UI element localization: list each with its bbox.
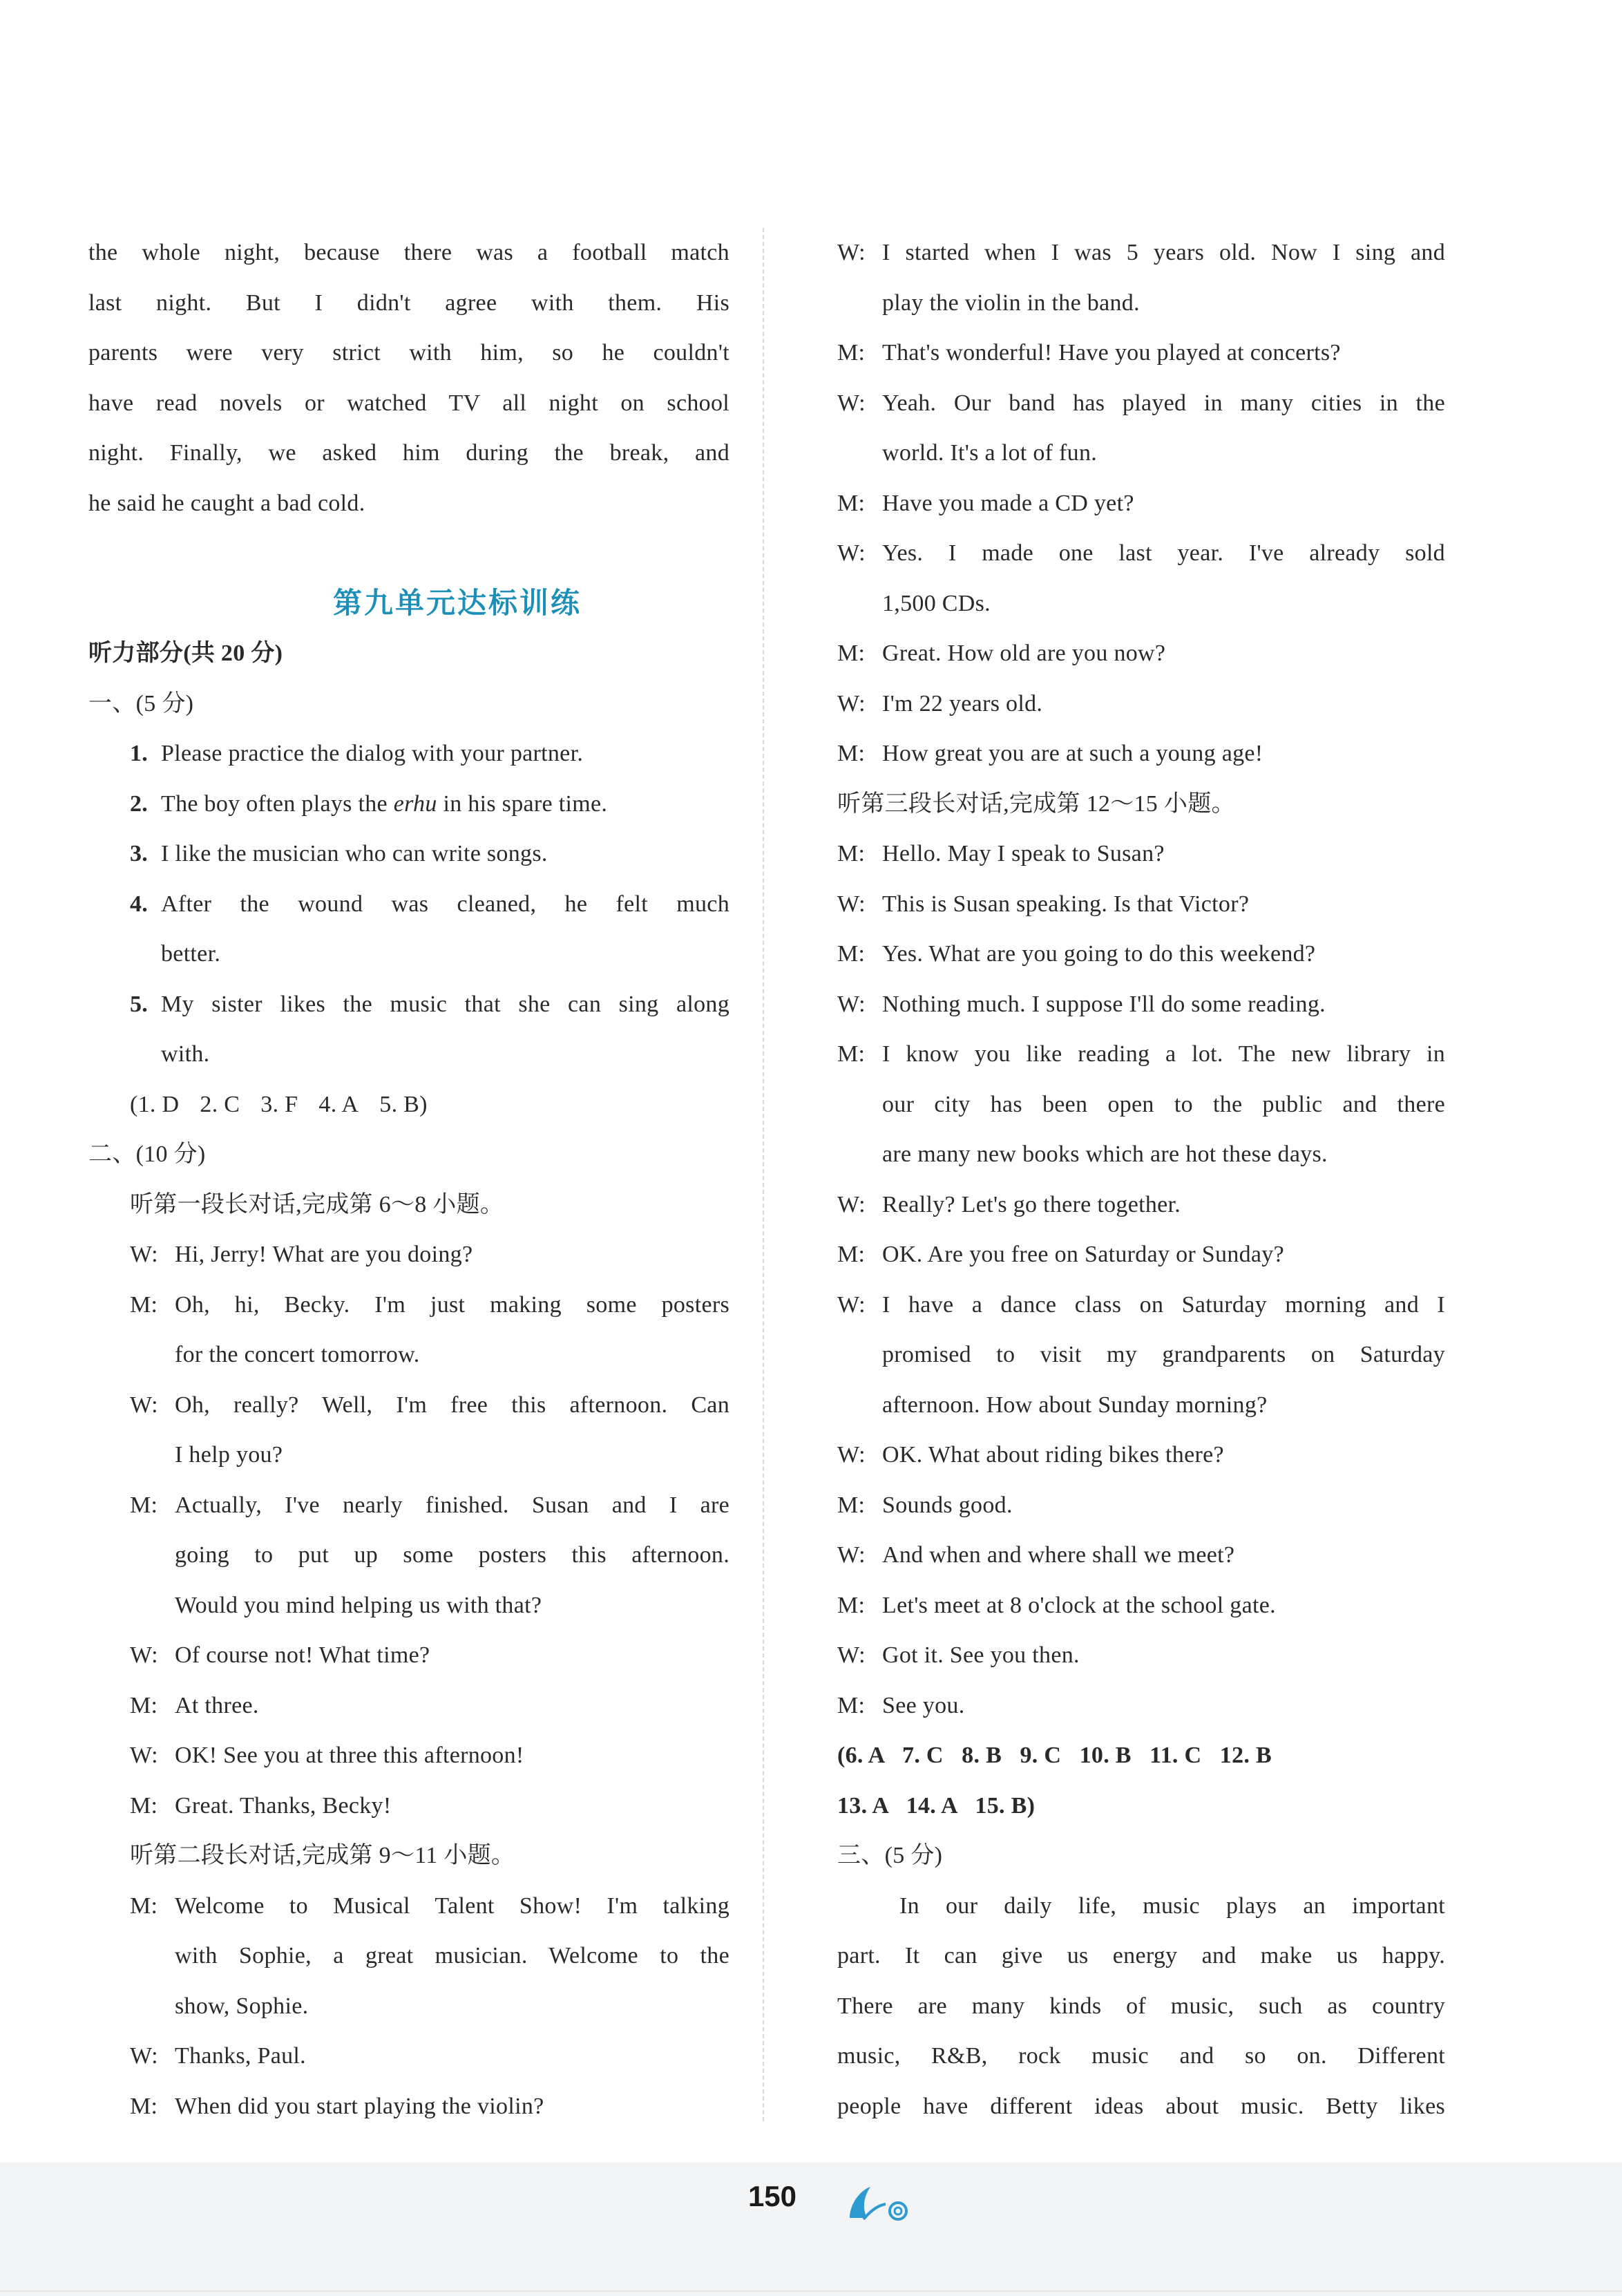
speaker-label: M: [837, 1592, 866, 1618]
dialog-line [837, 1330, 1445, 1381]
part-header: 三、(5 分) [837, 1843, 943, 1868]
speaker-label: M: [130, 1492, 158, 1518]
dialog-line [88, 1530, 729, 1581]
dialog-text: OK. Are you free on Saturday or Sunday? [882, 1242, 1284, 1267]
part-header: 二、(10 分) [88, 1141, 206, 1167]
question-text: I like the musician who can write songs. [161, 841, 548, 866]
speaker-label [130, 1430, 175, 1481]
dialog-text: Great. How old are you now? [882, 641, 1166, 666]
dialog-line [837, 328, 1445, 379]
speaker-label: W: [130, 1642, 158, 1668]
dialog-line [837, 929, 1445, 980]
question-number: 4. [130, 891, 149, 917]
text-part: in his spare time. [437, 790, 608, 817]
dialog-text: See you. [882, 1692, 965, 1718]
question-number: 2. [130, 790, 149, 817]
speaker-label: W: [837, 690, 866, 717]
dialog-text: afternoon. How about Sunday morning? [882, 1392, 1268, 1418]
dialog-line [837, 278, 1445, 329]
dialog-line [837, 880, 1445, 930]
dialog-text: Oh, hi, Becky. I'm just making some posters [175, 1291, 729, 1318]
speaker-label [130, 1982, 175, 2032]
dialog-text: Would you mind helping us with that? [175, 1592, 542, 1618]
dialog-line [837, 1481, 1445, 1531]
dialog-text: 1,500 CDs. [882, 590, 991, 616]
speaker-label: M: [837, 841, 866, 866]
question-text: Please practice the dialog with your partner. [161, 741, 584, 766]
dialog-instruction: 听第二段长对话,完成第 9～11 小题。 [130, 1843, 515, 1868]
answer: (1. D [130, 1091, 180, 1117]
dialog-line [837, 1230, 1445, 1280]
question-text [161, 779, 729, 830]
dialog-text: Thanks, Paul. [175, 2043, 306, 2069]
dialog-text: Yes. I made one last year. I've already sold [882, 540, 1445, 566]
passage-line: In our daily life, music plays an important [899, 1892, 1445, 1919]
speaker-label: W: [130, 1743, 158, 1768]
dialog-text: Sounds good. [882, 1492, 1013, 1518]
dialog-line [837, 228, 1445, 278]
speaker-label: W: [837, 891, 866, 917]
speaker-label: M: [837, 1492, 866, 1518]
dialog-line [837, 579, 1445, 629]
spacer [88, 529, 729, 579]
speaker-label: M: [130, 2093, 158, 2119]
right-column [837, 228, 1445, 2132]
dialog-text: I know you like reading a lot. The new library in [882, 1041, 1445, 1067]
part-header: 一、(5 分) [88, 690, 194, 717]
answer-key: 13. A 14. A 15. B) [837, 1792, 1036, 1819]
dialog-text: Let's meet at 8 o'clock at the school gate. [882, 1592, 1276, 1618]
dialog-line [837, 1430, 1445, 1481]
dialog-text: And when and where shall we meet? [882, 1542, 1235, 1568]
dialog-line [88, 1280, 729, 1331]
dialog-line [837, 1180, 1445, 1231]
speaker-label: W: [837, 1291, 866, 1318]
dialog-text: with Sophie, a great musician. Welcome to the [175, 1943, 729, 1968]
answer-key [88, 1080, 729, 1130]
dialog-line [837, 428, 1445, 479]
dialog-text: play the violin in the band. [882, 290, 1140, 316]
dialog-line [837, 379, 1445, 429]
passage-line: night. Finally, we asked him during the break, and [88, 440, 729, 466]
speaker-label [837, 579, 882, 629]
unit-title: 第九单元达标训练 [332, 587, 582, 620]
dialog-line [88, 1430, 729, 1481]
speaker-label [837, 428, 882, 479]
speaker-label: M: [837, 340, 866, 366]
speaker-label: M: [837, 941, 866, 967]
answer: 4. A [318, 1091, 359, 1117]
dialog-line [837, 479, 1445, 529]
speaker-label: M: [837, 1242, 866, 1267]
dialog-line [837, 1030, 1445, 1080]
dialog-text: I'm 22 years old. [882, 690, 1043, 717]
dialog-line [837, 1080, 1445, 1130]
speaker-label: M: [130, 1792, 158, 1819]
dialog-text: Really? Let's go there together. [882, 1191, 1181, 1217]
speaker-label [130, 1330, 175, 1381]
text-italic: erhu [393, 790, 437, 817]
speaker-label: M: [837, 490, 866, 516]
dialog-line [88, 1982, 729, 2032]
answer-key: (6. A 7. C 8. B 9. C 10. B 11. C 12. B [837, 1743, 1272, 1768]
question-text: After the wound was cleaned, he felt much [161, 891, 729, 917]
dialog-text: At three. [175, 1692, 259, 1718]
dialog-text: Nothing much. I suppose I'll do some reading. [882, 991, 1326, 1017]
dialog-text: Yes. What are you going to do this weekend? [882, 941, 1316, 967]
dialog-line [88, 1330, 729, 1381]
dialog-text: Yeah. Our band has played in many cities in the [882, 390, 1445, 416]
question-item [88, 980, 729, 1030]
dialog-text: I started when I was 5 years old. Now I sing and [882, 240, 1445, 265]
dialog-line [88, 1681, 729, 1732]
speaker-label: W: [837, 390, 866, 416]
speaker-label: W: [130, 1242, 158, 1267]
swirl-logo-icon [843, 2183, 919, 2225]
dialog-line [88, 1731, 729, 1781]
dialog-line [837, 829, 1445, 880]
passage-line: the whole night, because there was a football match [88, 240, 729, 265]
speaker-label: W: [130, 2043, 158, 2069]
passage-line: last night. But I didn't agree with them. His [88, 290, 729, 316]
speaker-label: M: [837, 1692, 866, 1718]
dialog-line [88, 1881, 729, 1932]
question-text: My sister likes the music that she can sing along [161, 991, 729, 1017]
dialog-text: promised to visit my grandparents on Saturday [882, 1342, 1445, 1367]
dialog-text: This is Susan speaking. Is that Victor? [882, 891, 1250, 917]
dialog-text: Great. Thanks, Becky! [175, 1792, 392, 1819]
dialog-text: That's wonderful! Have you played at concerts? [882, 340, 1341, 366]
speaker-label: W: [837, 1191, 866, 1217]
speaker-label [837, 278, 882, 329]
dialog-text: Oh, really? Well, I'm free this afternoon. Can [175, 1392, 729, 1418]
dialog-line [88, 2082, 729, 2132]
dialog-line [837, 1681, 1445, 1732]
dialog-line [88, 1230, 729, 1280]
question-number: 5. [130, 991, 149, 1017]
dialog-text: Have you made a CD yet? [882, 490, 1134, 516]
dialog-line [88, 1931, 729, 1982]
dialog-line [837, 1581, 1445, 1631]
speaker-label: M: [130, 1692, 158, 1718]
dialog-text: How great you are at such a young age! [882, 741, 1263, 766]
question-item [88, 779, 729, 830]
speaker-label [837, 1130, 882, 1180]
dialog-line [88, 1631, 729, 1681]
dialog-text: I have a dance class on Saturday morning and I [882, 1291, 1445, 1318]
answer: 5. B) [379, 1091, 428, 1117]
speaker-label [130, 1581, 175, 1631]
dialog-line [88, 1381, 729, 1431]
dialog-line [837, 1280, 1445, 1331]
left-column [88, 228, 729, 2132]
dialog-line [837, 529, 1445, 579]
dialog-line [837, 1530, 1445, 1581]
speaker-label [837, 1330, 882, 1381]
speaker-label [837, 1381, 882, 1431]
dialog-line [837, 980, 1445, 1030]
passage-line: parents were very strict with him, so he couldn't [88, 340, 729, 366]
passage-line: he said he caught a bad cold. [88, 490, 365, 516]
question-number: 3. [130, 841, 149, 866]
speaker-label: W: [837, 1442, 866, 1468]
dialog-line [837, 1631, 1445, 1681]
dialog-line [88, 2031, 729, 2082]
dialog-text: our city has been open to the public and there [882, 1091, 1445, 1117]
question-item [88, 829, 729, 880]
dialog-line [837, 1381, 1445, 1431]
speaker-label: W: [837, 540, 866, 566]
bottom-rule [0, 2290, 1622, 2292]
speaker-label: M: [130, 1291, 158, 1318]
page-number: 150 [747, 2180, 797, 2212]
dialog-text: world. It's a lot of fun. [882, 440, 1098, 466]
question-continuation: better. [161, 941, 221, 967]
passage-line: have read novels or watched TV all night on school [88, 390, 729, 416]
text-part: The boy often plays the [161, 790, 394, 817]
question-number: 1. [130, 741, 149, 766]
answer: 2. C [200, 1091, 240, 1117]
dialog-text: for the concert tomorrow. [175, 1342, 420, 1367]
passage-line: people have different ideas about music. Betty likes [837, 2093, 1445, 2119]
dialog-text: Welcome to Musical Talent Show! I'm talking [175, 1892, 729, 1919]
dialog-text: OK. What about riding bikes there? [882, 1442, 1224, 1468]
speaker-label: M: [837, 641, 866, 666]
dialog-line [88, 1581, 729, 1631]
dialog-line [837, 729, 1445, 779]
dialog-line [837, 679, 1445, 730]
speaker-label: W: [837, 991, 866, 1017]
speaker-label [837, 1080, 882, 1130]
speaker-label: W: [837, 1642, 866, 1668]
dialog-line [837, 629, 1445, 679]
answer: 3. F [260, 1091, 298, 1117]
dialog-line [88, 1781, 729, 1832]
dialog-text: When did you start playing the violin? [175, 2093, 544, 2119]
passage-line: music, R&B, rock music and so on. Different [837, 2043, 1445, 2069]
column-divider [763, 228, 764, 2121]
dialog-text: Actually, I've nearly finished. Susan and I are [175, 1492, 729, 1518]
dialog-instruction: 听第一段长对话,完成第 6～8 小题。 [130, 1191, 504, 1217]
page-footer [0, 2163, 1622, 2296]
speaker-label: M: [837, 1041, 866, 1067]
question-item [88, 729, 729, 779]
speaker-label: M: [130, 1892, 158, 1919]
dialog-text: Hi, Jerry! What are you doing? [175, 1242, 473, 1267]
dialog-line [837, 1130, 1445, 1180]
question-item [88, 880, 729, 930]
dialog-text: Of course not! What time? [175, 1642, 430, 1668]
question-continuation: with. [161, 1041, 210, 1067]
dialog-text: show, Sophie. [175, 1993, 309, 2019]
dialog-text: Hello. May I speak to Susan? [882, 841, 1165, 866]
dialog-text: OK! See you at three this afternoon! [175, 1743, 524, 1768]
dialog-text: are many new books which are hot these days. [882, 1141, 1328, 1167]
dialog-line [88, 1481, 729, 1531]
passage-line: There are many kinds of music, such as country [837, 1993, 1445, 2019]
passage-line: part. It can give us energy and make us happy. [837, 1943, 1445, 1968]
speaker-label: W: [130, 1392, 158, 1418]
speaker-label: M: [837, 741, 866, 766]
dialog-text: I help you? [175, 1442, 283, 1468]
speaker-label: W: [837, 240, 866, 265]
dialog-text: going to put up some posters this afternoon. [175, 1542, 729, 1568]
speaker-label: W: [837, 1542, 866, 1568]
dialog-text: Got it. See you then. [882, 1642, 1080, 1668]
speaker-label [130, 1931, 175, 1982]
section-heading: 听力部分(共 20 分) [88, 641, 283, 666]
speaker-label [130, 1530, 175, 1581]
dialog-instruction: 听第三段长对话,完成第 12～15 小题。 [837, 790, 1235, 817]
